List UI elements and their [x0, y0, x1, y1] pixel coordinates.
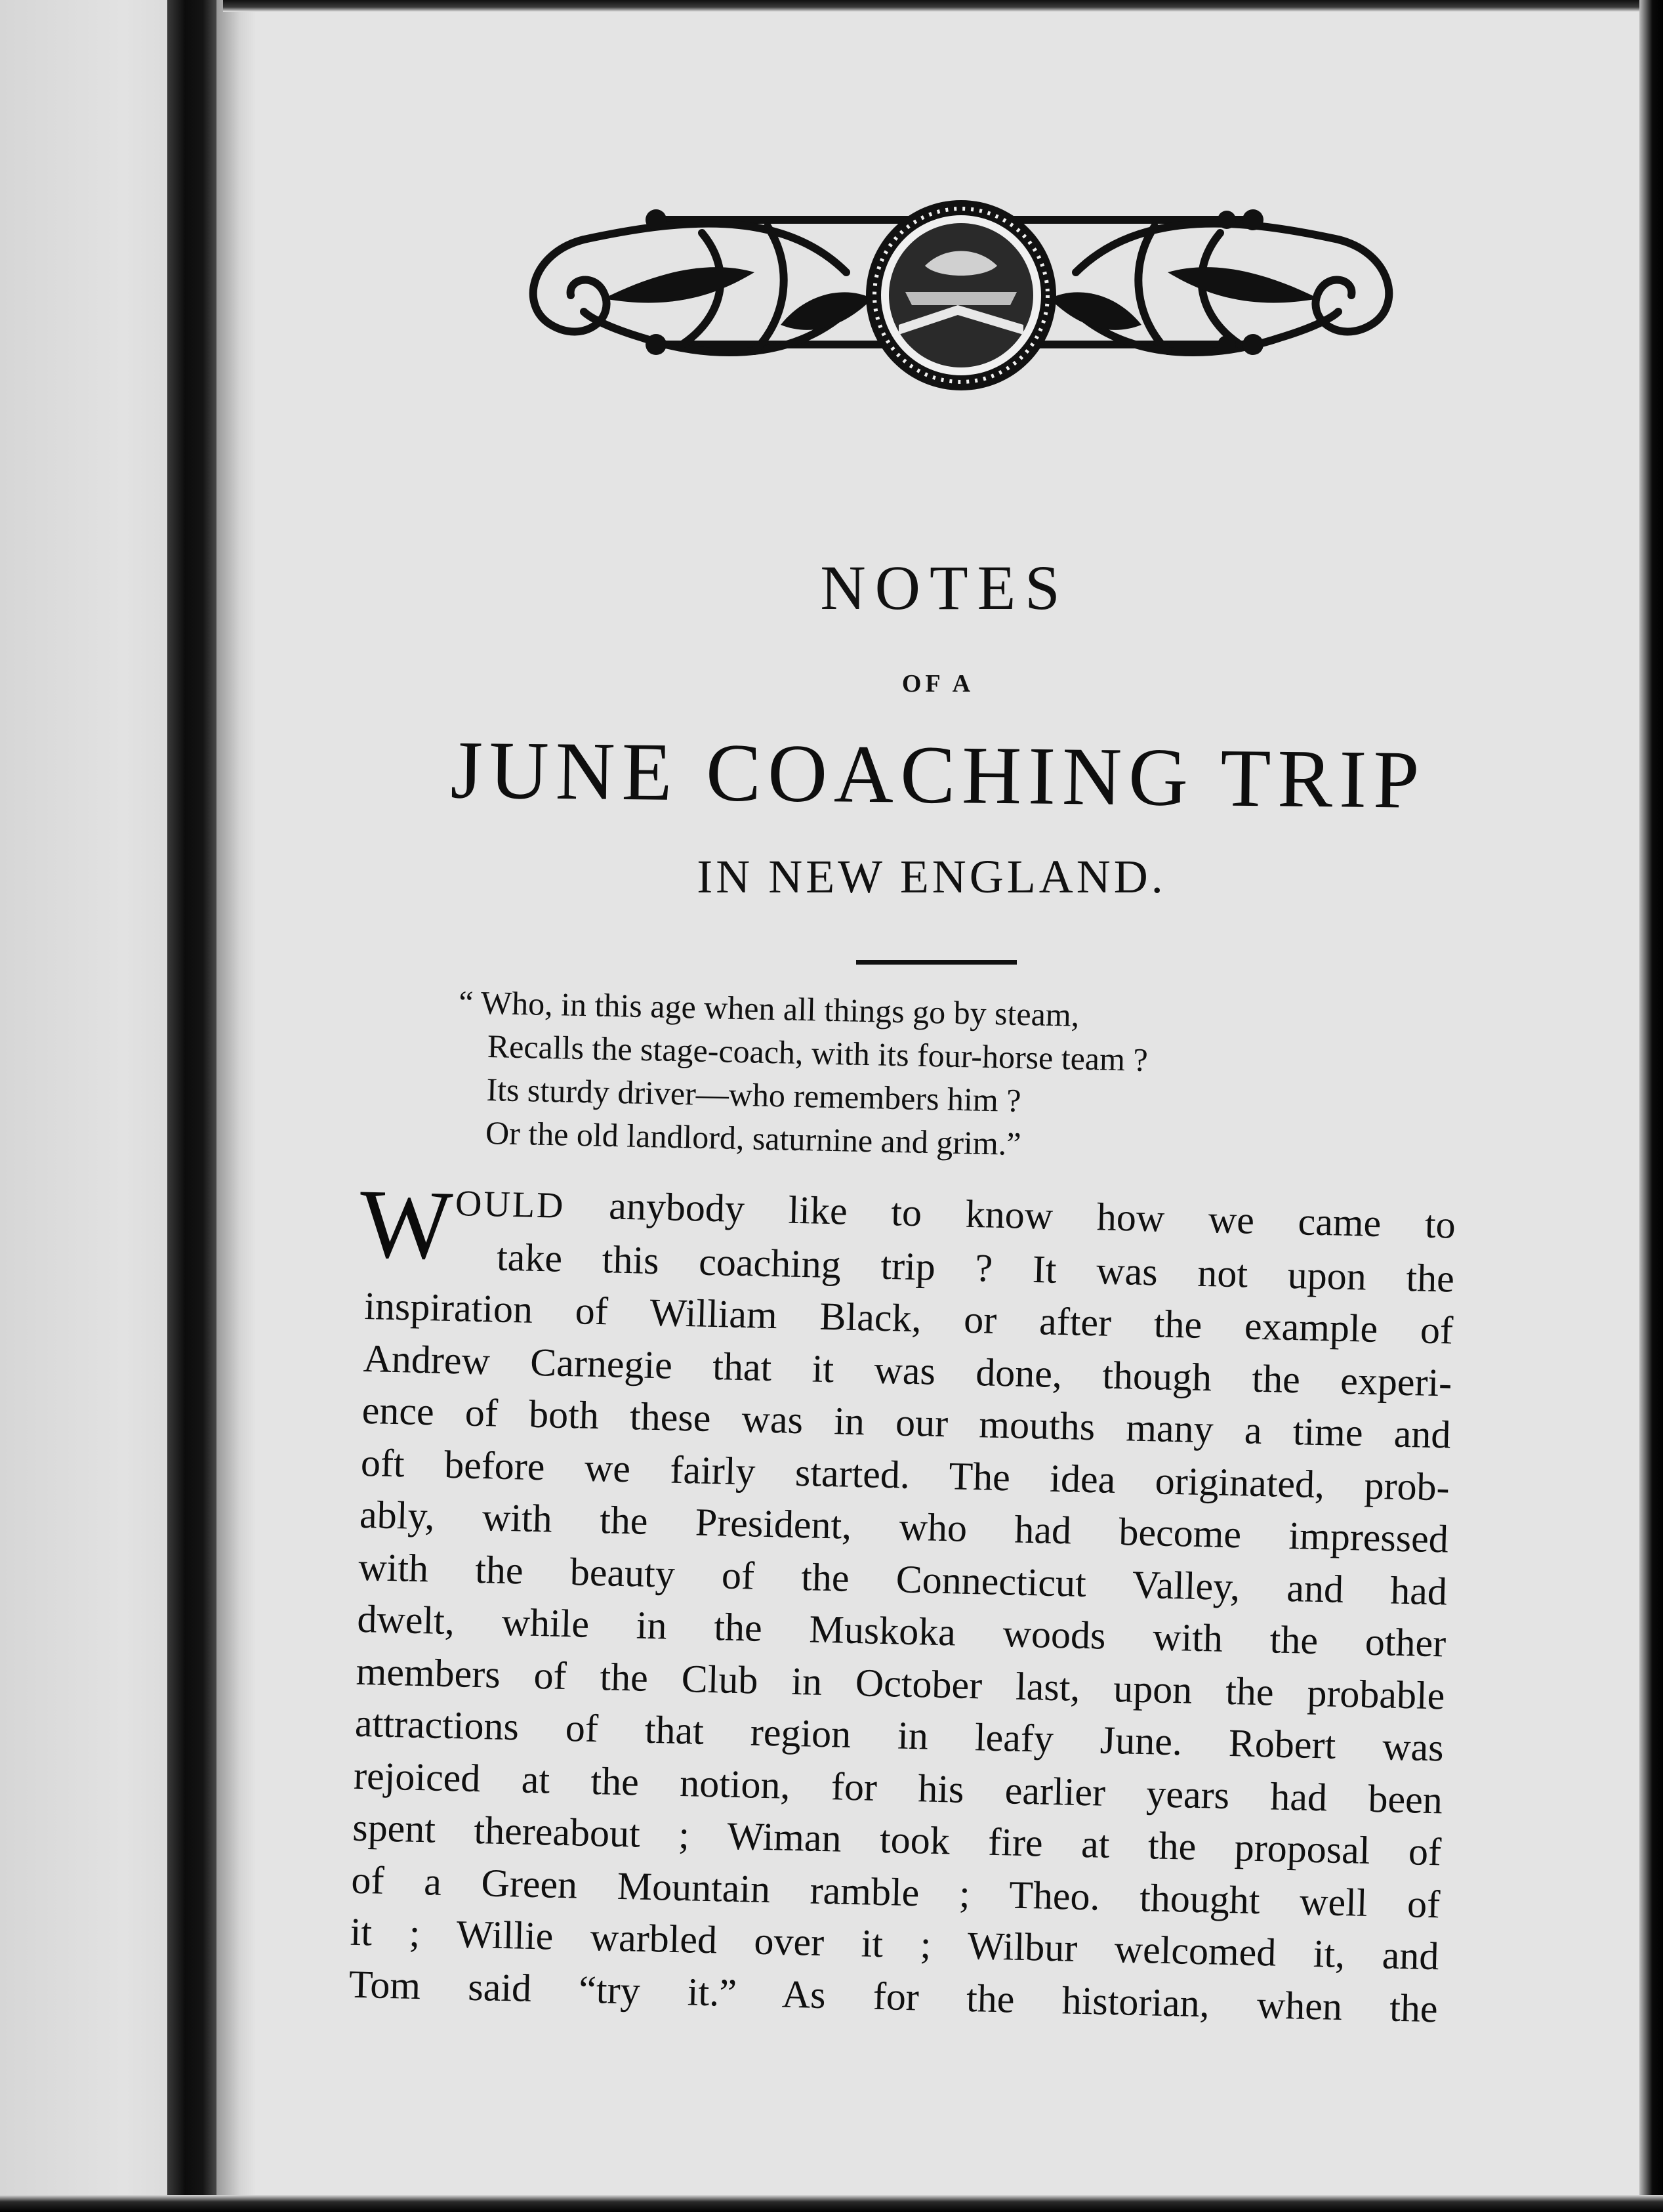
text-line: Tom said “try it.” As for the historian, when the: [348, 1962, 1439, 2030]
scan-right-border: [1639, 0, 1663, 2212]
text-line: spent thereabout ; Wiman took fire at the proposal of: [352, 1805, 1442, 1874]
text-line: ably, with the President, who had become impressed: [359, 1492, 1449, 1561]
text-line: with the beauty of the Connecticut Valley, and had: [358, 1545, 1448, 1613]
text-line: take this coaching trip ? It was not upon the: [496, 1235, 1455, 1301]
text-line: inspiration of William Black, or after the example of: [363, 1283, 1454, 1352]
epigraph-line: “ Who, in this age when all things go by steam,: [458, 984, 1080, 1033]
drop-cap: W: [358, 1169, 454, 1280]
text-line: Andrew Carnegie that it was done, though the experi-: [362, 1336, 1452, 1405]
title-notes: NOTES: [820, 553, 1069, 623]
text-line: dwelt, while in the Muskoka woods with the other: [356, 1596, 1447, 1665]
gutter-shadow: [216, 0, 256, 2212]
page-title: JUNE COACHING TRIP: [449, 724, 1427, 826]
text-line: rejoiced at the notion, for his earlier years had been: [353, 1753, 1443, 1822]
text-line: oft before we fairly started. The idea originated, prob-: [360, 1440, 1450, 1509]
text-line: attractions of that region in leafy June. Robert was: [354, 1701, 1445, 1770]
epigraph-line: Or the old landlord, saturnine and grim.”: [485, 1114, 1022, 1163]
text-line: it ; Willie warbled over it ; Wilbur welcomed it, and: [350, 1909, 1440, 1978]
text-line: members of the Club in October last, upon the probable: [356, 1649, 1446, 1717]
scan-bottom-border: [0, 2195, 1663, 2212]
body-paragraph: [348, 1169, 1456, 2035]
epigraph-line: Its sturdy driver—who remembers him ?: [485, 1070, 1022, 1119]
text-line: ence of both these was in our mouths many a time and: [361, 1388, 1452, 1457]
small-caps-word: OULD: [455, 1183, 566, 1226]
headpiece-ornament-icon: [505, 194, 1417, 397]
facing-page-edge: [0, 0, 177, 2212]
title-of-a: OF A: [901, 670, 975, 698]
epigraph-verse: [458, 981, 1354, 1173]
text-line: of a Green Mountain ramble ; Theo. thought well of: [350, 1858, 1441, 1926]
title-subtitle: IN NEW ENGLAND.: [697, 850, 1166, 903]
title-rule: [856, 960, 1017, 965]
scan-top-border: [223, 0, 1663, 12]
text-line-rest: anybody like to know how we came to: [608, 1184, 1456, 1247]
epigraph-line: Recalls the stage-coach, with its four-horse team ?: [487, 1027, 1149, 1079]
